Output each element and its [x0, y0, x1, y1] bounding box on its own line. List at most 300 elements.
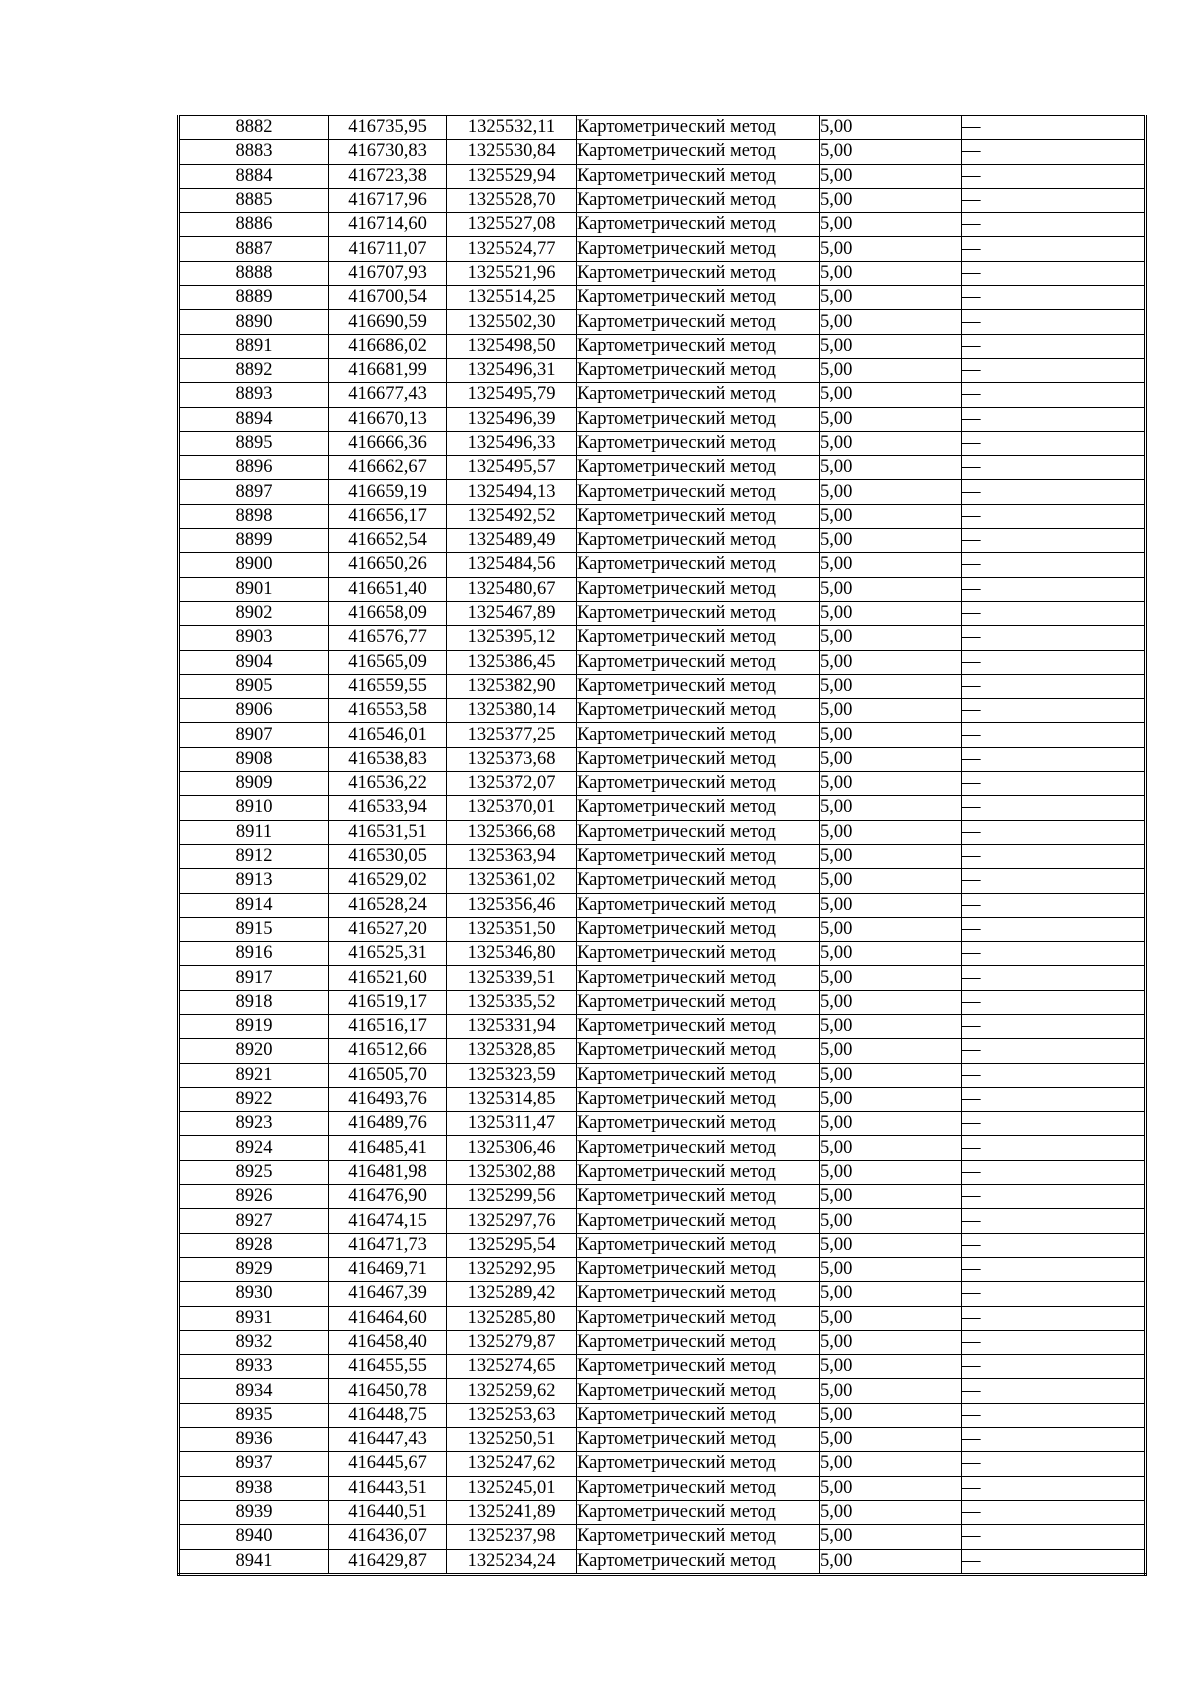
- method-cell: Картометрический метод: [577, 456, 820, 480]
- x-coordinate-cell: 416448,75: [329, 1403, 447, 1427]
- y-coordinate-cell: 1325351,50: [447, 917, 577, 941]
- point-number-cell: 8890: [179, 310, 329, 334]
- point-number-cell: 8888: [179, 261, 329, 285]
- accuracy-cell: 5,00: [820, 358, 962, 382]
- description-cell: —: [962, 1185, 1146, 1209]
- table-row: [179, 601, 1146, 625]
- table-row: [179, 1282, 1146, 1306]
- point-number-cell: 8924: [179, 1136, 329, 1160]
- accuracy-cell: 5,00: [820, 286, 962, 310]
- accuracy-cell: 5,00: [820, 626, 962, 650]
- point-number-cell: 8912: [179, 844, 329, 868]
- table-row: [179, 1233, 1146, 1257]
- table-row: [179, 164, 1146, 188]
- method-cell: Картометрический метод: [577, 1403, 820, 1427]
- table-row: [179, 942, 1146, 966]
- description-cell: —: [962, 674, 1146, 698]
- description-cell: —: [962, 966, 1146, 990]
- description-cell: —: [962, 699, 1146, 723]
- x-coordinate-cell: 416458,40: [329, 1330, 447, 1354]
- x-coordinate-cell: 416447,43: [329, 1428, 447, 1452]
- y-coordinate-cell: 1325382,90: [447, 674, 577, 698]
- x-coordinate-cell: 416443,51: [329, 1476, 447, 1500]
- point-number-cell: 8940: [179, 1525, 329, 1549]
- point-number-cell: 8908: [179, 747, 329, 771]
- x-coordinate-cell: 416546,01: [329, 723, 447, 747]
- y-coordinate-cell: 1325377,25: [447, 723, 577, 747]
- accuracy-cell: 5,00: [820, 1282, 962, 1306]
- x-coordinate-cell: 416565,09: [329, 650, 447, 674]
- point-number-cell: 8935: [179, 1403, 329, 1427]
- accuracy-cell: 5,00: [820, 553, 962, 577]
- accuracy-cell: 5,00: [820, 1403, 962, 1427]
- table-row: [179, 990, 1146, 1014]
- method-cell: Картометрический метод: [577, 723, 820, 747]
- point-number-cell: 8901: [179, 577, 329, 601]
- accuracy-cell: 5,00: [820, 942, 962, 966]
- table-row: [179, 1039, 1146, 1063]
- method-cell: Картометрический метод: [577, 1476, 820, 1500]
- accuracy-cell: 5,00: [820, 1379, 962, 1403]
- point-number-cell: 8883: [179, 140, 329, 164]
- x-coordinate-cell: 416730,83: [329, 140, 447, 164]
- accuracy-cell: 5,00: [820, 1136, 962, 1160]
- description-cell: —: [962, 1500, 1146, 1524]
- point-number-cell: 8934: [179, 1379, 329, 1403]
- method-cell: Картометрический метод: [577, 237, 820, 261]
- description-cell: —: [962, 990, 1146, 1014]
- description-cell: —: [962, 1063, 1146, 1087]
- accuracy-cell: 5,00: [820, 1257, 962, 1281]
- accuracy-cell: 5,00: [820, 1209, 962, 1233]
- table-row: [179, 820, 1146, 844]
- method-cell: Картометрический метод: [577, 188, 820, 212]
- accuracy-cell: 5,00: [820, 310, 962, 334]
- point-number-cell: 8914: [179, 893, 329, 917]
- y-coordinate-cell: 1325373,68: [447, 747, 577, 771]
- method-cell: Картометрический метод: [577, 1233, 820, 1257]
- table-row: [179, 456, 1146, 480]
- method-cell: Картометрический метод: [577, 286, 820, 310]
- description-cell: —: [962, 650, 1146, 674]
- x-coordinate-cell: 416530,05: [329, 844, 447, 868]
- x-coordinate-cell: 416700,54: [329, 286, 447, 310]
- y-coordinate-cell: 1325331,94: [447, 1014, 577, 1038]
- table-row: [179, 480, 1146, 504]
- y-coordinate-cell: 1325299,56: [447, 1185, 577, 1209]
- point-number-cell: 8911: [179, 820, 329, 844]
- table-row: [179, 1525, 1146, 1549]
- point-number-cell: 8938: [179, 1476, 329, 1500]
- x-coordinate-cell: 416525,31: [329, 942, 447, 966]
- accuracy-cell: 5,00: [820, 1355, 962, 1379]
- accuracy-cell: 5,00: [820, 917, 962, 941]
- y-coordinate-cell: 1325372,07: [447, 772, 577, 796]
- method-cell: Картометрический метод: [577, 1500, 820, 1524]
- method-cell: Картометрический метод: [577, 553, 820, 577]
- x-coordinate-cell: 416493,76: [329, 1087, 447, 1111]
- point-number-cell: 8885: [179, 188, 329, 212]
- point-number-cell: 8932: [179, 1330, 329, 1354]
- y-coordinate-cell: 1325361,02: [447, 869, 577, 893]
- description-cell: —: [962, 237, 1146, 261]
- table-row: [179, 1160, 1146, 1184]
- point-number-cell: 8898: [179, 504, 329, 528]
- point-number-cell: 8904: [179, 650, 329, 674]
- table-row: [179, 1428, 1146, 1452]
- method-cell: Картометрический метод: [577, 844, 820, 868]
- point-number-cell: 8926: [179, 1185, 329, 1209]
- x-coordinate-cell: 416464,60: [329, 1306, 447, 1330]
- method-cell: Картометрический метод: [577, 407, 820, 431]
- y-coordinate-cell: 1325496,39: [447, 407, 577, 431]
- description-cell: —: [962, 407, 1146, 431]
- accuracy-cell: 5,00: [820, 1525, 962, 1549]
- method-cell: Картометрический метод: [577, 1087, 820, 1111]
- method-cell: Картометрический метод: [577, 140, 820, 164]
- y-coordinate-cell: 1325328,85: [447, 1039, 577, 1063]
- table-row: [179, 1452, 1146, 1476]
- y-coordinate-cell: 1325480,67: [447, 577, 577, 601]
- description-cell: —: [962, 796, 1146, 820]
- point-number-cell: 8882: [179, 116, 329, 140]
- table-row: [179, 1136, 1146, 1160]
- y-coordinate-cell: 1325380,14: [447, 699, 577, 723]
- method-cell: Картометрический метод: [577, 1039, 820, 1063]
- method-cell: Картометрический метод: [577, 820, 820, 844]
- y-coordinate-cell: 1325498,50: [447, 334, 577, 358]
- table-row: [179, 310, 1146, 334]
- x-coordinate-cell: 416650,26: [329, 553, 447, 577]
- accuracy-cell: 5,00: [820, 1112, 962, 1136]
- method-cell: Картометрический метод: [577, 213, 820, 237]
- description-cell: —: [962, 261, 1146, 285]
- point-number-cell: 8891: [179, 334, 329, 358]
- accuracy-cell: 5,00: [820, 869, 962, 893]
- x-coordinate-cell: 416651,40: [329, 577, 447, 601]
- y-coordinate-cell: 1325285,80: [447, 1306, 577, 1330]
- table-row: [179, 1112, 1146, 1136]
- description-cell: —: [962, 601, 1146, 625]
- accuracy-cell: 5,00: [820, 674, 962, 698]
- x-coordinate-cell: 416662,67: [329, 456, 447, 480]
- point-number-cell: 8893: [179, 383, 329, 407]
- point-number-cell: 8929: [179, 1257, 329, 1281]
- y-coordinate-cell: 1325306,46: [447, 1136, 577, 1160]
- point-number-cell: 8920: [179, 1039, 329, 1063]
- table-row: [179, 1476, 1146, 1500]
- point-number-cell: 8889: [179, 286, 329, 310]
- table-row: [179, 1330, 1146, 1354]
- table-row: [179, 431, 1146, 455]
- table-row: [179, 383, 1146, 407]
- table-row: [179, 577, 1146, 601]
- point-number-cell: 8897: [179, 480, 329, 504]
- accuracy-cell: 5,00: [820, 1306, 962, 1330]
- method-cell: Картометрический метод: [577, 358, 820, 382]
- y-coordinate-cell: 1325274,65: [447, 1355, 577, 1379]
- point-number-cell: 8927: [179, 1209, 329, 1233]
- table-row: [179, 1063, 1146, 1087]
- description-cell: —: [962, 1209, 1146, 1233]
- table-row: [179, 116, 1146, 140]
- point-number-cell: 8884: [179, 164, 329, 188]
- y-coordinate-cell: 1325489,49: [447, 529, 577, 553]
- x-coordinate-cell: 416707,93: [329, 261, 447, 285]
- y-coordinate-cell: 1325289,42: [447, 1282, 577, 1306]
- x-coordinate-cell: 416505,70: [329, 1063, 447, 1087]
- accuracy-cell: 5,00: [820, 1039, 962, 1063]
- accuracy-cell: 5,00: [820, 140, 962, 164]
- coordinates-table: [177, 115, 1147, 1576]
- x-coordinate-cell: 416489,76: [329, 1112, 447, 1136]
- y-coordinate-cell: 1325524,77: [447, 237, 577, 261]
- method-cell: Картометрический метод: [577, 1379, 820, 1403]
- accuracy-cell: 5,00: [820, 820, 962, 844]
- accuracy-cell: 5,00: [820, 650, 962, 674]
- description-cell: —: [962, 529, 1146, 553]
- table-row: [179, 1403, 1146, 1427]
- accuracy-cell: 5,00: [820, 480, 962, 504]
- point-number-cell: 8905: [179, 674, 329, 698]
- y-coordinate-cell: 1325237,98: [447, 1525, 577, 1549]
- point-number-cell: 8892: [179, 358, 329, 382]
- y-coordinate-cell: 1325356,46: [447, 893, 577, 917]
- description-cell: —: [962, 1136, 1146, 1160]
- accuracy-cell: 5,00: [820, 577, 962, 601]
- x-coordinate-cell: 416666,36: [329, 431, 447, 455]
- x-coordinate-cell: 416553,58: [329, 699, 447, 723]
- point-number-cell: 8909: [179, 772, 329, 796]
- x-coordinate-cell: 416652,54: [329, 529, 447, 553]
- accuracy-cell: 5,00: [820, 431, 962, 455]
- y-coordinate-cell: 1325496,31: [447, 358, 577, 382]
- point-number-cell: 8936: [179, 1428, 329, 1452]
- x-coordinate-cell: 416533,94: [329, 796, 447, 820]
- y-coordinate-cell: 1325528,70: [447, 188, 577, 212]
- table-row: [179, 358, 1146, 382]
- point-number-cell: 8895: [179, 431, 329, 455]
- description-cell: —: [962, 1330, 1146, 1354]
- method-cell: Картометрический метод: [577, 1452, 820, 1476]
- x-coordinate-cell: 416474,15: [329, 1209, 447, 1233]
- method-cell: Картометрический метод: [577, 1355, 820, 1379]
- y-coordinate-cell: 1325279,87: [447, 1330, 577, 1354]
- point-number-cell: 8910: [179, 796, 329, 820]
- y-coordinate-cell: 1325295,54: [447, 1233, 577, 1257]
- method-cell: Картометрический метод: [577, 626, 820, 650]
- y-coordinate-cell: 1325495,57: [447, 456, 577, 480]
- x-coordinate-cell: 416711,07: [329, 237, 447, 261]
- method-cell: Картометрический метод: [577, 893, 820, 917]
- table-row: [179, 796, 1146, 820]
- y-coordinate-cell: 1325495,79: [447, 383, 577, 407]
- accuracy-cell: 5,00: [820, 699, 962, 723]
- method-cell: Картометрический метод: [577, 1549, 820, 1574]
- description-cell: —: [962, 1160, 1146, 1184]
- description-cell: —: [962, 213, 1146, 237]
- method-cell: Картометрический метод: [577, 1525, 820, 1549]
- point-number-cell: 8921: [179, 1063, 329, 1087]
- accuracy-cell: 5,00: [820, 1014, 962, 1038]
- method-cell: Картометрический метод: [577, 942, 820, 966]
- y-coordinate-cell: 1325514,25: [447, 286, 577, 310]
- x-coordinate-cell: 416450,78: [329, 1379, 447, 1403]
- x-coordinate-cell: 416659,19: [329, 480, 447, 504]
- point-number-cell: 8941: [179, 1549, 329, 1574]
- table-row: [179, 747, 1146, 771]
- x-coordinate-cell: 416717,96: [329, 188, 447, 212]
- x-coordinate-cell: 416467,39: [329, 1282, 447, 1306]
- description-cell: —: [962, 747, 1146, 771]
- accuracy-cell: 5,00: [820, 1549, 962, 1574]
- description-cell: —: [962, 1014, 1146, 1038]
- x-coordinate-cell: 416681,99: [329, 358, 447, 382]
- description-cell: —: [962, 1233, 1146, 1257]
- method-cell: Картометрический метод: [577, 674, 820, 698]
- table-row: [179, 723, 1146, 747]
- table-row: [179, 237, 1146, 261]
- y-coordinate-cell: 1325346,80: [447, 942, 577, 966]
- x-coordinate-cell: 416516,17: [329, 1014, 447, 1038]
- x-coordinate-cell: 416445,67: [329, 1452, 447, 1476]
- accuracy-cell: 5,00: [820, 116, 962, 140]
- x-coordinate-cell: 416714,60: [329, 213, 447, 237]
- table-row: [179, 1500, 1146, 1524]
- accuracy-cell: 5,00: [820, 772, 962, 796]
- description-cell: —: [962, 869, 1146, 893]
- description-cell: —: [962, 140, 1146, 164]
- accuracy-cell: 5,00: [820, 504, 962, 528]
- y-coordinate-cell: 1325492,52: [447, 504, 577, 528]
- description-cell: —: [962, 1306, 1146, 1330]
- method-cell: Картометрический метод: [577, 1209, 820, 1233]
- y-coordinate-cell: 1325297,76: [447, 1209, 577, 1233]
- point-number-cell: 8902: [179, 601, 329, 625]
- table-row: [179, 261, 1146, 285]
- description-cell: —: [962, 942, 1146, 966]
- point-number-cell: 8933: [179, 1355, 329, 1379]
- point-number-cell: 8903: [179, 626, 329, 650]
- x-coordinate-cell: 416527,20: [329, 917, 447, 941]
- x-coordinate-cell: 416485,41: [329, 1136, 447, 1160]
- table-row: [179, 1257, 1146, 1281]
- description-cell: —: [962, 480, 1146, 504]
- y-coordinate-cell: 1325467,89: [447, 601, 577, 625]
- point-number-cell: 8906: [179, 699, 329, 723]
- point-number-cell: 8913: [179, 869, 329, 893]
- x-coordinate-cell: 416576,77: [329, 626, 447, 650]
- description-cell: —: [962, 164, 1146, 188]
- accuracy-cell: 5,00: [820, 1063, 962, 1087]
- method-cell: Картометрический метод: [577, 116, 820, 140]
- y-coordinate-cell: 1325292,95: [447, 1257, 577, 1281]
- table-row: [179, 966, 1146, 990]
- method-cell: Картометрический метод: [577, 504, 820, 528]
- accuracy-cell: 5,00: [820, 844, 962, 868]
- accuracy-cell: 5,00: [820, 383, 962, 407]
- accuracy-cell: 5,00: [820, 456, 962, 480]
- table-row: [179, 1306, 1146, 1330]
- y-coordinate-cell: 1325386,45: [447, 650, 577, 674]
- description-cell: —: [962, 431, 1146, 455]
- accuracy-cell: 5,00: [820, 237, 962, 261]
- accuracy-cell: 5,00: [820, 601, 962, 625]
- y-coordinate-cell: 1325241,89: [447, 1500, 577, 1524]
- x-coordinate-cell: 416481,98: [329, 1160, 447, 1184]
- table-row: [179, 1087, 1146, 1111]
- point-number-cell: 8894: [179, 407, 329, 431]
- y-coordinate-cell: 1325311,47: [447, 1112, 577, 1136]
- table-row: [179, 334, 1146, 358]
- x-coordinate-cell: 416455,55: [329, 1355, 447, 1379]
- y-coordinate-cell: 1325253,63: [447, 1403, 577, 1427]
- x-coordinate-cell: 416677,43: [329, 383, 447, 407]
- accuracy-cell: 5,00: [820, 723, 962, 747]
- method-cell: Картометрический метод: [577, 383, 820, 407]
- y-coordinate-cell: 1325530,84: [447, 140, 577, 164]
- description-cell: —: [962, 772, 1146, 796]
- accuracy-cell: 5,00: [820, 529, 962, 553]
- description-cell: —: [962, 820, 1146, 844]
- method-cell: Картометрический метод: [577, 1330, 820, 1354]
- y-coordinate-cell: 1325395,12: [447, 626, 577, 650]
- x-coordinate-cell: 416476,90: [329, 1185, 447, 1209]
- table-row: [179, 893, 1146, 917]
- table-row: [179, 407, 1146, 431]
- description-cell: —: [962, 1257, 1146, 1281]
- description-cell: —: [962, 1549, 1146, 1574]
- x-coordinate-cell: 416690,59: [329, 310, 447, 334]
- method-cell: Картометрический метод: [577, 334, 820, 358]
- y-coordinate-cell: 1325245,01: [447, 1476, 577, 1500]
- x-coordinate-cell: 416656,17: [329, 504, 447, 528]
- description-cell: —: [962, 1112, 1146, 1136]
- table-row: [179, 699, 1146, 723]
- table-row: [179, 553, 1146, 577]
- x-coordinate-cell: 416735,95: [329, 116, 447, 140]
- table-row: [179, 869, 1146, 893]
- method-cell: Картометрический метод: [577, 261, 820, 285]
- x-coordinate-cell: 416538,83: [329, 747, 447, 771]
- point-number-cell: 8918: [179, 990, 329, 1014]
- accuracy-cell: 5,00: [820, 164, 962, 188]
- y-coordinate-cell: 1325250,51: [447, 1428, 577, 1452]
- x-coordinate-cell: 416440,51: [329, 1500, 447, 1524]
- table-row: [179, 1379, 1146, 1403]
- method-cell: Картометрический метод: [577, 869, 820, 893]
- accuracy-cell: 5,00: [820, 1087, 962, 1111]
- y-coordinate-cell: 1325496,33: [447, 431, 577, 455]
- y-coordinate-cell: 1325529,94: [447, 164, 577, 188]
- method-cell: Картометрический метод: [577, 796, 820, 820]
- method-cell: Картометрический метод: [577, 699, 820, 723]
- method-cell: Картометрический метод: [577, 1014, 820, 1038]
- accuracy-cell: 5,00: [820, 966, 962, 990]
- x-coordinate-cell: 416429,87: [329, 1549, 447, 1574]
- table-row: [179, 188, 1146, 212]
- y-coordinate-cell: 1325502,30: [447, 310, 577, 334]
- description-cell: —: [962, 504, 1146, 528]
- x-coordinate-cell: 416536,22: [329, 772, 447, 796]
- method-cell: Картометрический метод: [577, 917, 820, 941]
- accuracy-cell: 5,00: [820, 1452, 962, 1476]
- x-coordinate-cell: 416528,24: [329, 893, 447, 917]
- accuracy-cell: 5,00: [820, 796, 962, 820]
- description-cell: —: [962, 1476, 1146, 1500]
- table-row: [179, 504, 1146, 528]
- accuracy-cell: 5,00: [820, 893, 962, 917]
